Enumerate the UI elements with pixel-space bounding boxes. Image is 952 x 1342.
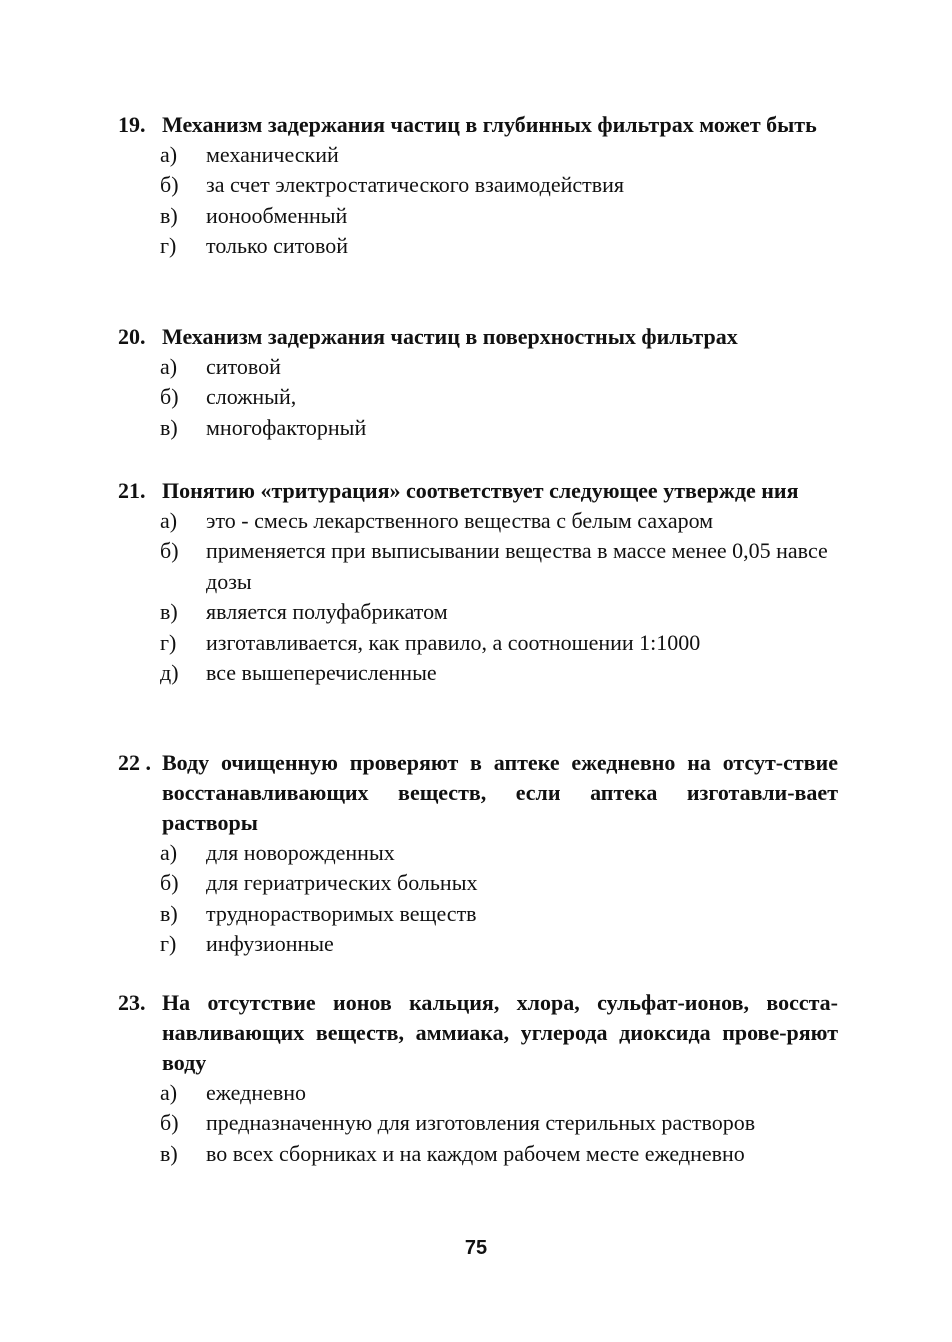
option-letter: а) [160, 508, 178, 533]
question-number: 22 . [118, 750, 151, 775]
answer-option [118, 1139, 838, 1169]
answer-options [118, 352, 838, 443]
option-letter: г) [160, 233, 177, 259]
question-number: 19. [118, 112, 146, 137]
answer-option [118, 929, 838, 959]
option-letter: г) [160, 931, 177, 957]
option-letter: в) [160, 202, 178, 228]
option-text: ионообменный [206, 202, 348, 228]
answer-option [118, 899, 838, 929]
answer-option [118, 628, 838, 658]
option-letter: г) [160, 629, 177, 655]
option-letter: а) [160, 1080, 178, 1105]
answer-option [118, 536, 838, 597]
answer-options [118, 506, 838, 688]
question-19 [118, 110, 838, 262]
option-text: для гериатрических больных [206, 870, 478, 896]
option-letter: б) [160, 538, 179, 564]
option-text: многофакторный [206, 414, 367, 440]
option-text: является полуфабрикатом [206, 599, 448, 625]
answer-options [118, 140, 838, 262]
question-heading [118, 988, 838, 1078]
answer-option [118, 140, 838, 170]
question-text: На отсутствие ионов кальция, хлора, сульфат-ионов, восста-навливающих веществ, аммиака, углерода диоксида прове-ряют воду [162, 990, 838, 1075]
option-letter: а) [160, 840, 178, 865]
option-letter: д) [160, 660, 179, 686]
option-text: для новорожденных [206, 840, 395, 865]
question-20 [118, 322, 838, 443]
question-number: 21. [118, 478, 146, 503]
answer-options [118, 838, 838, 960]
option-text: ситовой [206, 354, 281, 379]
question-text: Механизм задержания частиц в глубинных фильтрах может быть [162, 112, 817, 137]
answer-option [118, 597, 838, 627]
option-text: все вышеперечисленные [206, 660, 437, 686]
question-number: 20. [118, 324, 146, 349]
answer-options [118, 1078, 838, 1169]
answer-option [118, 838, 838, 868]
option-letter: б) [160, 1110, 179, 1136]
option-text: ежедневно [206, 1080, 307, 1105]
option-letter: в) [160, 900, 178, 926]
question-22 [118, 748, 838, 960]
option-text: инфузионные [206, 931, 334, 957]
option-text: это - смесь лекарственного вещества с белым сахаром [206, 508, 714, 533]
answer-option [118, 382, 838, 412]
answer-option [118, 1078, 838, 1108]
answer-option [118, 658, 838, 688]
option-letter: а) [160, 354, 178, 379]
answer-option [118, 868, 838, 898]
answer-option [118, 413, 838, 443]
option-text: только ситовой [206, 233, 348, 259]
option-letter: а) [160, 142, 178, 167]
option-text: предназначенную для изготовления стерильных растворов [206, 1110, 756, 1136]
answer-option [118, 1108, 838, 1138]
option-text: во всех сборниках и на каждом рабочем месте ежедневно [206, 1140, 745, 1166]
question-heading [118, 110, 838, 140]
option-text: за счет электростатического взаимодействия [206, 172, 625, 198]
answer-option [118, 352, 838, 382]
question-number: 23. [118, 990, 146, 1015]
option-letter: б) [160, 384, 179, 410]
option-text: сложный, [206, 384, 297, 410]
option-letter: в) [160, 414, 178, 440]
option-text: применяется при выписывании вещества в массе менее 0,05 навсе дозы [206, 538, 828, 594]
option-text: изготавливается, как правило, а соотношении 1:1000 [206, 629, 701, 655]
option-letter: б) [160, 172, 179, 198]
question-heading [118, 476, 838, 506]
option-letter: в) [160, 599, 178, 625]
answer-option [118, 231, 838, 261]
option-text: механический [206, 142, 339, 167]
answer-option [118, 506, 838, 536]
answer-option [118, 201, 838, 231]
option-letter: б) [160, 870, 179, 896]
question-21 [118, 476, 838, 688]
answer-option [118, 170, 838, 200]
page-number: 75 [464, 1237, 488, 1259]
option-letter: в) [160, 1140, 178, 1166]
question-heading [118, 322, 838, 352]
question-text: Механизм задержания частиц в поверхностных фильтрах [162, 324, 738, 349]
question-23 [118, 988, 838, 1169]
question-heading [118, 748, 838, 838]
option-text: труднорастворимых веществ [206, 900, 477, 926]
question-text: Понятию «тритурация» соответствует следующее утвержде ния [162, 478, 799, 503]
question-text: Воду очищенную проверяют в аптеке ежедневно на отсут-ствие восстанавливающих веществ, если аптека изготавли-вает растворы [162, 750, 838, 835]
